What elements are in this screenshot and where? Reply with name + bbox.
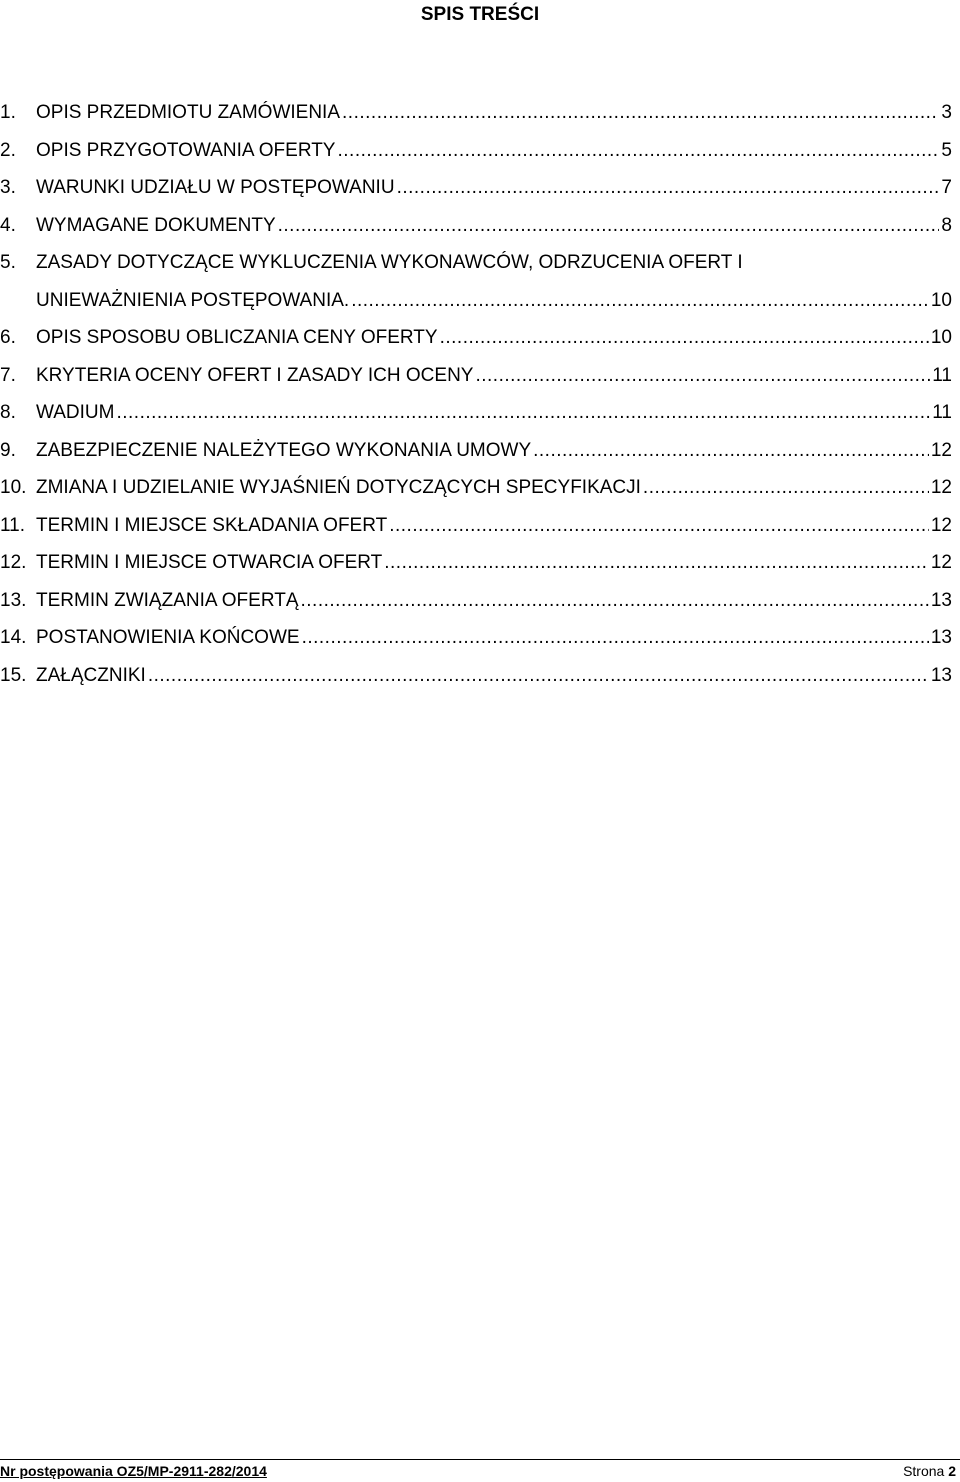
toc-entry-page: 12 — [930, 514, 952, 536]
toc-entry-text: KRYTERIA OCENY OFERT I ZASADY ICH OCENY — [36, 364, 474, 386]
toc-entry[interactable] — [0, 319, 960, 357]
toc-entry-text: TERMIN I MIEJSCE OTWARCIA OFERT — [36, 552, 383, 573]
toc-entry[interactable] — [0, 394, 960, 432]
toc-entry[interactable] — [0, 94, 960, 132]
toc-entry-number: 7. — [0, 364, 16, 386]
dot-leader — [148, 657, 929, 695]
toc-entry[interactable] — [0, 244, 960, 319]
toc-entry-number: 3. — [0, 177, 16, 198]
dot-leader — [643, 469, 929, 507]
dot-leader — [397, 169, 940, 207]
dot-leader — [342, 94, 939, 132]
toc-entry-text: WARUNKI UDZIAŁU W POSTĘPOWANIU — [36, 177, 395, 198]
toc-entry-page: 11 — [932, 402, 952, 423]
toc-entry-page: 12 — [930, 439, 952, 461]
table-of-contents — [0, 94, 960, 694]
dot-leader — [384, 544, 929, 582]
toc-entry-text: WYMAGANE DOKUMENTY — [36, 214, 276, 236]
toc-entry-number: 1. — [0, 102, 16, 123]
toc-entry-page: 10 — [930, 327, 952, 348]
toc-entry-number: 8. — [0, 402, 16, 423]
toc-entry-number: 12. — [0, 552, 27, 573]
toc-entry[interactable] — [0, 469, 960, 507]
toc-entry-number: 9. — [0, 439, 16, 461]
toc-entry-text: OPIS SPOSOBU OBLICZANIA CENY OFERTY — [36, 327, 438, 348]
toc-entry-page: 13 — [930, 664, 952, 686]
toc-entry-page: 11 — [932, 364, 952, 386]
toc-entry-page: 5 — [941, 139, 952, 161]
dot-leader — [440, 319, 929, 357]
toc-entry[interactable] — [0, 582, 960, 620]
toc-entry-text: WADIUM — [36, 402, 115, 423]
dot-leader — [475, 357, 930, 395]
toc-entry-page: 13 — [930, 627, 952, 648]
toc-entry-text: ZABEZPIECZENIE NALEŻYTEGO WYKONANIA UMOWY — [36, 439, 532, 461]
page-title: SPIS TREŚCI — [420, 4, 540, 25]
toc-entry-text: ZASADY DOTYCZĄCE WYKLUCZENIA WYKONAWCÓW, ODRZUCENIA OFERT I — [36, 252, 743, 273]
toc-entry-text: OPIS PRZEDMIOTU ZAMÓWIENIA — [36, 102, 341, 123]
toc-entry-page: 10 — [930, 289, 952, 311]
page-indicator — [903, 1460, 956, 1482]
toc-entry[interactable] — [0, 132, 960, 170]
toc-entry[interactable] — [0, 357, 960, 395]
toc-entry-number: 15. — [0, 664, 27, 686]
toc-entry-text: ZAŁĄCZNIKI — [36, 664, 146, 686]
toc-entry-number: 14. — [0, 627, 27, 648]
toc-entry-text: TERMIN ZWIĄZANIA OFERTĄ — [36, 589, 299, 611]
toc-entry[interactable] — [0, 432, 960, 470]
toc-entry-page: 12 — [930, 477, 952, 498]
dot-leader — [533, 432, 929, 470]
toc-entry-number: 5. — [0, 252, 16, 273]
toc-entry-page: 8 — [941, 214, 952, 236]
toc-entry[interactable] — [0, 207, 960, 245]
toc-entry-text: TERMIN I MIEJSCE SKŁADANIA OFERT — [36, 514, 388, 536]
dot-leader — [278, 207, 940, 245]
toc-entry-page: 13 — [930, 589, 952, 611]
toc-entry-text: ZMIANA I UDZIELANIE WYJAŚNIEŃ DOTYCZĄCYCH SPECYFIKACJI — [36, 477, 641, 498]
toc-entry-number: 4. — [0, 214, 16, 236]
dot-leader — [302, 619, 929, 657]
toc-entry[interactable] — [0, 657, 960, 695]
toc-entry-number: 13. — [0, 589, 27, 611]
toc-entry-number: 2. — [0, 139, 16, 161]
dot-leader — [301, 582, 929, 620]
page-number: 2 — [948, 1463, 956, 1479]
toc-entry-page: 7 — [941, 177, 952, 198]
toc-entry-text-continued: UNIEWAŻNIENIA POSTĘPOWANIA. — [36, 289, 350, 311]
toc-entry-text: OPIS PRZYGOTOWANIA OFERTY — [36, 139, 336, 161]
procedure-number: Nr postępowania OZ5/MP-2911-282/2014 — [0, 1463, 267, 1479]
toc-entry-page: 3 — [941, 102, 952, 123]
dot-leader — [337, 132, 939, 170]
toc-entry-number: 6. — [0, 327, 16, 348]
toc-entry[interactable] — [0, 544, 960, 582]
toc-entry[interactable] — [0, 619, 960, 657]
page-footer — [0, 1459, 960, 1481]
toc-entry-page: 12 — [930, 552, 952, 573]
page-label: Strona — [903, 1463, 945, 1479]
toc-entry-number: 11. — [0, 514, 26, 536]
toc-entry-text: POSTANOWIENIA KOŃCOWE — [36, 627, 300, 648]
dot-leader — [389, 507, 929, 545]
toc-entry-number: 10. — [0, 477, 27, 498]
toc-entry[interactable] — [0, 507, 960, 545]
toc-entry[interactable] — [0, 169, 960, 207]
dot-leader — [351, 282, 929, 320]
dot-leader — [116, 394, 930, 432]
